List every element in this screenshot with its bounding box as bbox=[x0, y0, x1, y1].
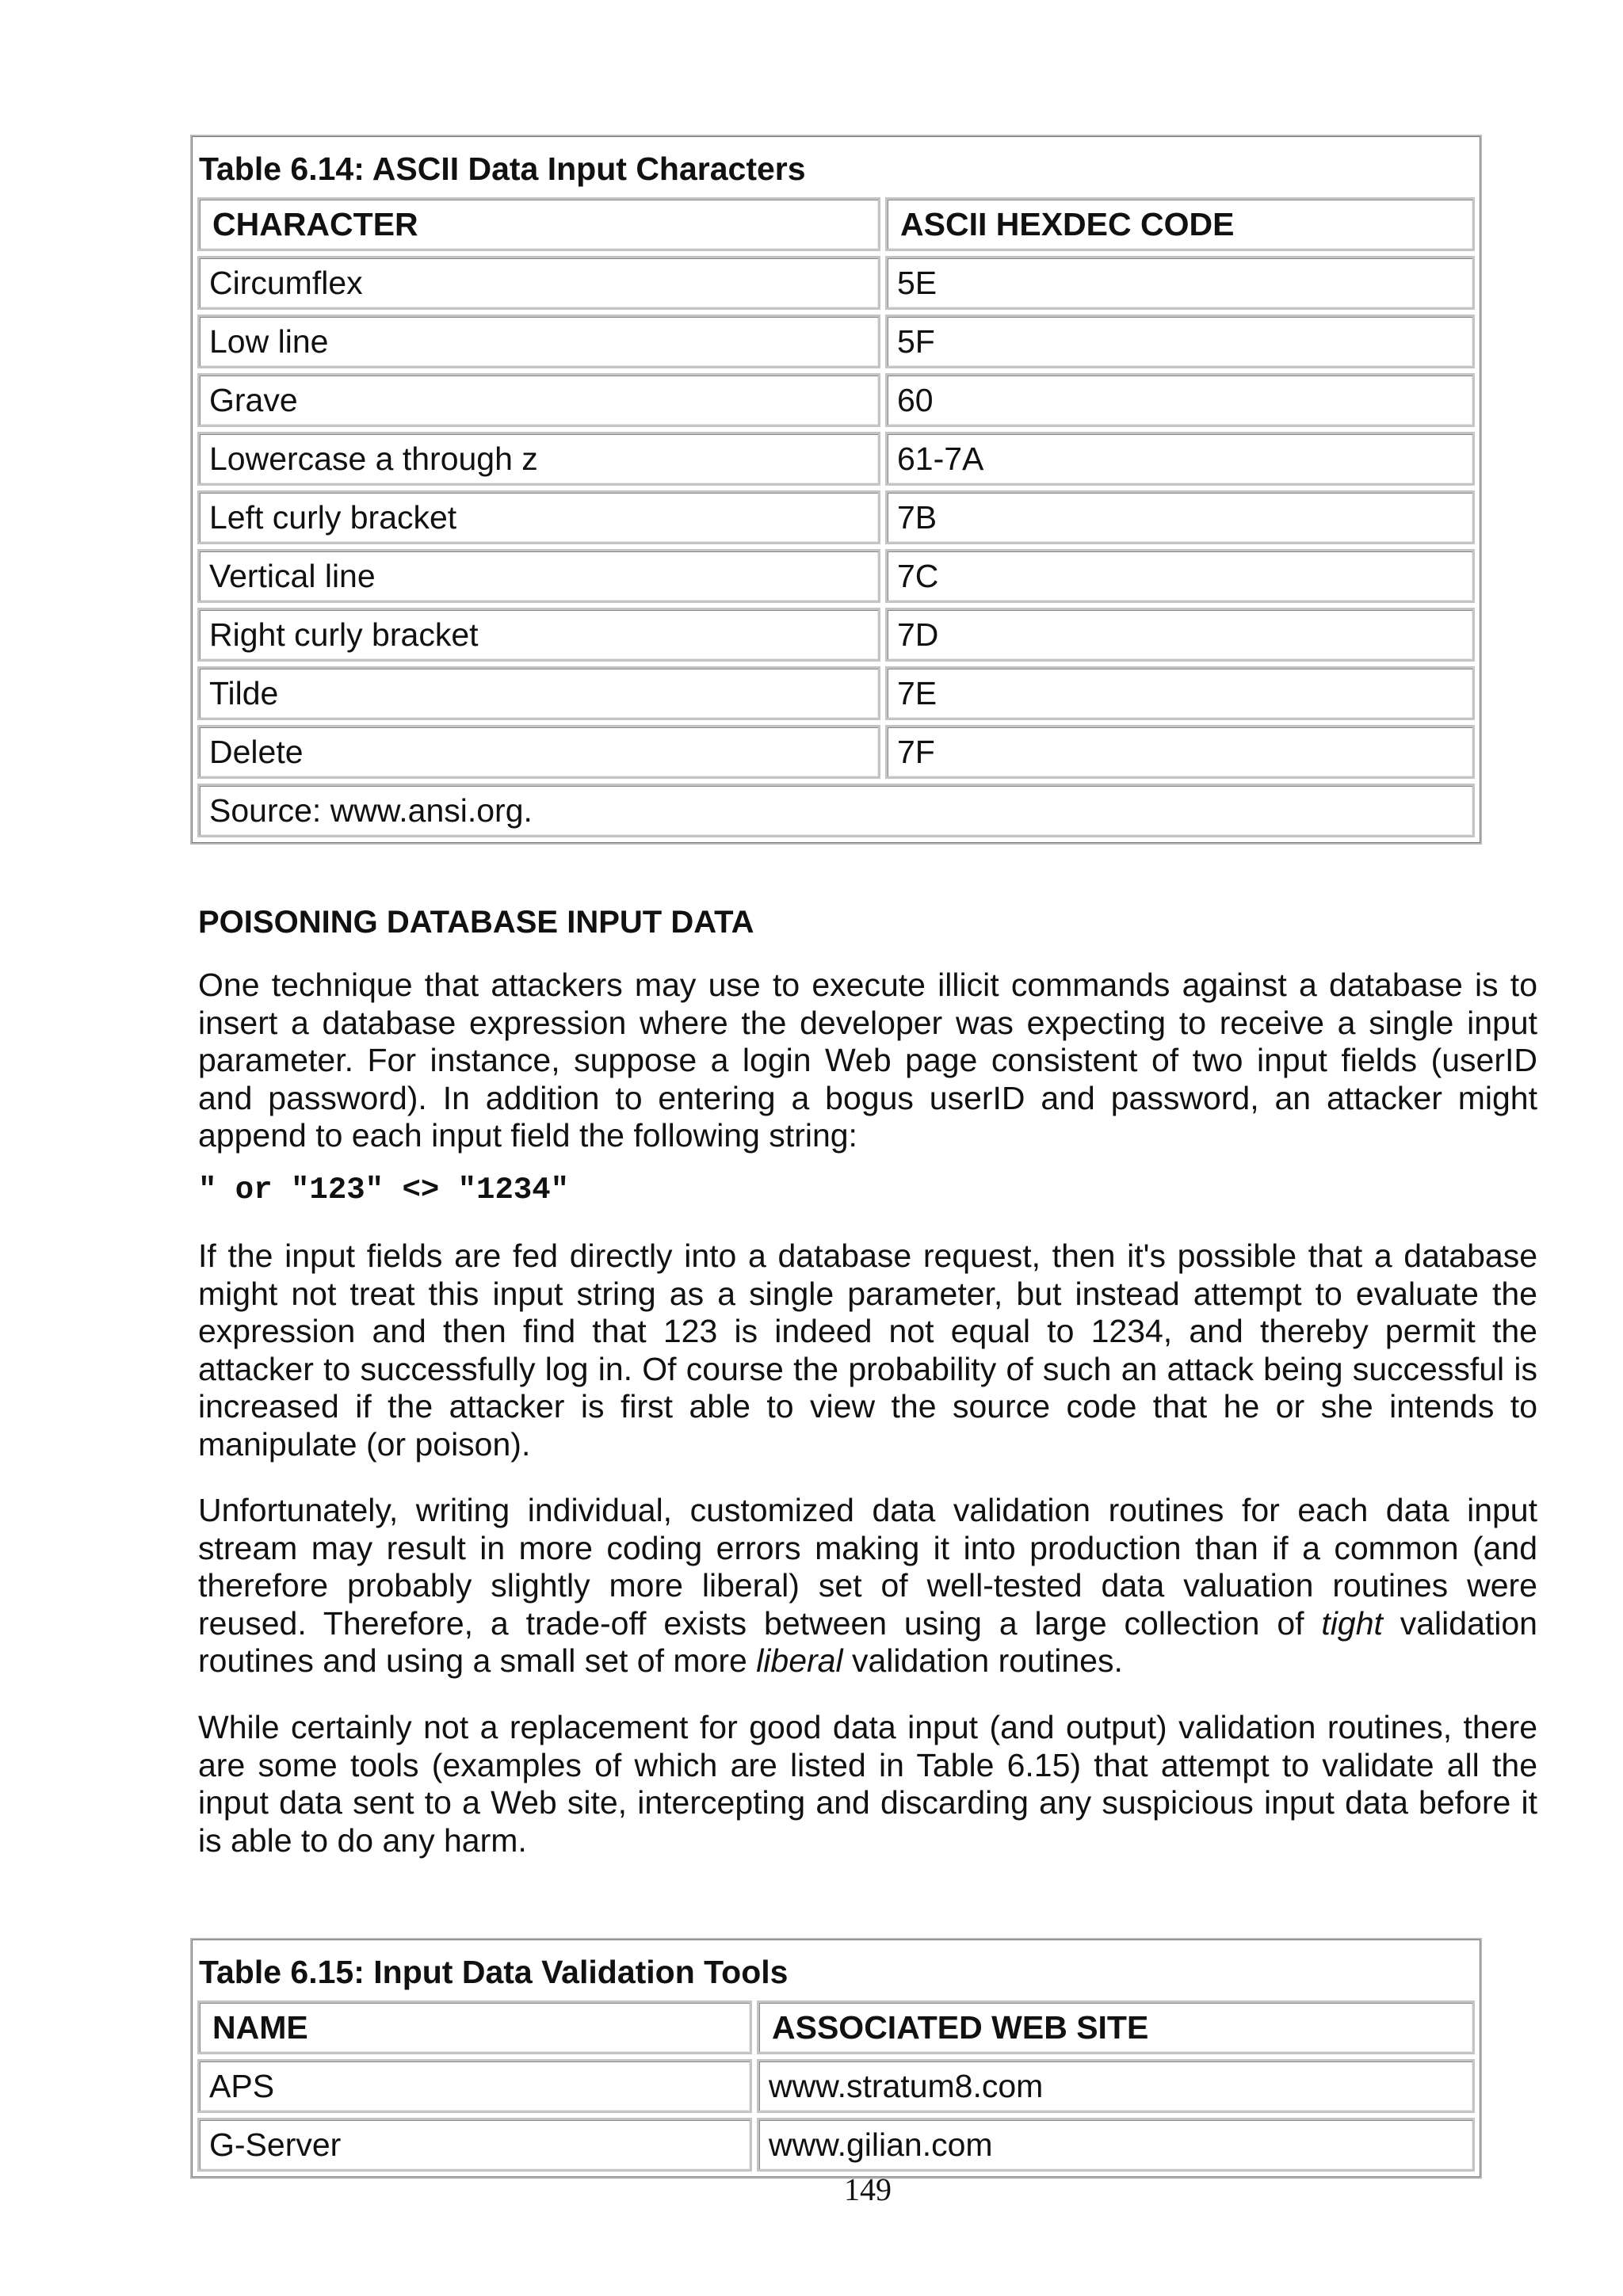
table-row bbox=[197, 315, 1475, 368]
paragraph-4: While certainly not a replacement for good data input (and output) validation routines, there are some tools (examples of which are listed in Table 6.15) that attempt to validate all the input data sent to a Web site, intercepting and discarding any suspicious input data before it is able to do any harm. bbox=[198, 1709, 1537, 1859]
table-header-row bbox=[197, 197, 1475, 251]
code-cell: 5E bbox=[885, 256, 1475, 310]
character-cell: Delete bbox=[197, 725, 880, 779]
tool-name-cell: G-Server bbox=[197, 2118, 752, 2172]
paragraph-1: One technique that attackers may use to execute illicit commands against a database is to insert a database expression where the developer was expecting to receive a single input parameter. For instance, suppose a login Web page consistent of two input fields (userID and password). In addition to entering a bogus userID and password, an attacker might append to each input field the following string: bbox=[198, 967, 1537, 1154]
table-6-15 bbox=[190, 1938, 1482, 2179]
character-cell: Grave bbox=[197, 373, 880, 427]
paragraph-3-text: validation routines and using a small set of more bbox=[198, 1604, 1537, 1679]
table-row bbox=[197, 608, 1475, 662]
table-row bbox=[197, 256, 1475, 310]
paragraph-3 bbox=[198, 1492, 1537, 1680]
paragraph-2: If the input fields are fed directly into a database request, then it's possible that a database might not treat this input string as a single parameter, but instead attempt to evaluate the expression and then find that 123 is indeed not equal to 1234, and thereby permit the attacker to successfully log in. Of course the probability of such an attack being successful is increased if the attacker is first able to view the source code that he or she intends to manipulate (or poison). bbox=[198, 1238, 1537, 1463]
character-cell: Right curly bracket bbox=[197, 608, 880, 662]
code-cell: 7E bbox=[885, 666, 1475, 720]
table-row bbox=[197, 725, 1475, 779]
table-row bbox=[197, 666, 1475, 720]
emphasis-tight: tight bbox=[1321, 1604, 1383, 1642]
character-cell: Left curly bracket bbox=[197, 490, 880, 544]
table-caption: Table 6.14: ASCII Data Input Characters bbox=[199, 150, 806, 187]
code-cell: 5F bbox=[885, 315, 1475, 368]
column-header-ascii-code: ASCII HEXDEC CODE bbox=[885, 197, 1475, 251]
web-site-cell: www.gilian.com bbox=[757, 2118, 1475, 2172]
code-cell: 7B bbox=[885, 490, 1475, 544]
code-cell: 60 bbox=[885, 373, 1475, 427]
web-site-cell: www.stratum8.com bbox=[757, 2059, 1475, 2113]
character-cell: Lowercase a through z bbox=[197, 432, 880, 486]
column-header-name: NAME bbox=[197, 2000, 752, 2054]
paragraph-3-text: Unfortunately, writing individual, customized data validation routines for each data input stream may result in more coding errors making it into production than if a common (and therefore probably slightly more liberal) set of well-tested data valuation routines were reused. Therefore, a trade-off exists between using a large collection of bbox=[198, 1492, 1537, 1642]
table-header-row bbox=[197, 2000, 1475, 2054]
table-row bbox=[197, 490, 1475, 544]
table-source: Source: www.ansi.org. bbox=[197, 784, 1475, 837]
code-cell: 7C bbox=[885, 549, 1475, 603]
code-cell: 7D bbox=[885, 608, 1475, 662]
emphasis-liberal: liberal bbox=[756, 1642, 843, 1679]
code-snippet: " or "123" <> "1234" bbox=[198, 1173, 570, 1207]
column-header-web-site: ASSOCIATED WEB SITE bbox=[757, 2000, 1475, 2054]
code-cell: 7F bbox=[885, 725, 1475, 779]
column-header-character: CHARACTER bbox=[197, 197, 880, 251]
table-caption: Table 6.15: Input Data Validation Tools bbox=[199, 1953, 789, 1990]
table-row bbox=[197, 2059, 1475, 2113]
code-cell: 61-7A bbox=[885, 432, 1475, 486]
character-cell: Low line bbox=[197, 315, 880, 368]
character-cell: Vertical line bbox=[197, 549, 880, 603]
character-cell: Circumflex bbox=[197, 256, 880, 310]
page-number: 149 bbox=[844, 2172, 892, 2207]
table-row bbox=[197, 373, 1475, 427]
table-row bbox=[197, 432, 1475, 486]
section-heading: POISONING DATABASE INPUT DATA bbox=[198, 905, 754, 940]
table-row bbox=[197, 549, 1475, 603]
table-6-14 bbox=[190, 135, 1482, 845]
paragraph-3-text: validation routines. bbox=[842, 1642, 1123, 1679]
table-row bbox=[197, 2118, 1475, 2172]
tool-name-cell: APS bbox=[197, 2059, 752, 2113]
character-cell: Tilde bbox=[197, 666, 880, 720]
